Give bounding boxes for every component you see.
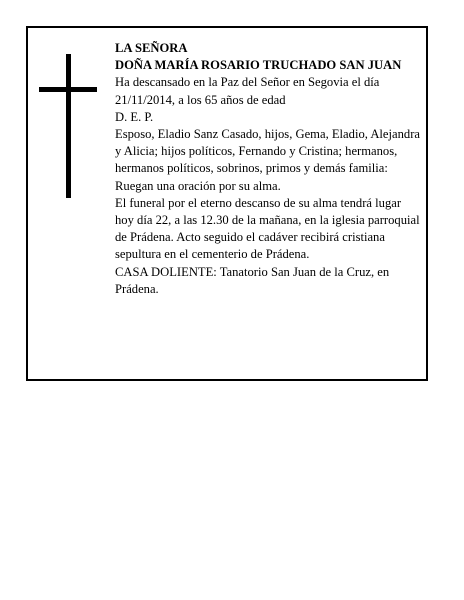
family-list: Esposo, Eladio Sanz Casado, hijos, Gema, Eladio, Alejandra y Alicia; hijos políticos, Fernando y Cristina; hermanos, hermanos políticos, sobrinos, primos y demás familia: xyxy=(115,127,420,176)
obituary-text xyxy=(115,40,420,298)
salutation: LA SEÑORA xyxy=(115,41,188,55)
deceased-name: DOÑA MARÍA ROSARIO TRUCHADO SAN JUAN xyxy=(115,58,402,73)
cross-icon xyxy=(39,54,99,198)
rip-line: D. E. P. xyxy=(115,109,154,124)
death-statement: Ha descansado en la Paz del Señor en Segovia el día 21/11/2014, a los 65 años de edad xyxy=(115,75,380,107)
cross-horizontal-bar xyxy=(39,87,97,92)
prayer-request: Ruegan una oración por su alma. xyxy=(115,178,281,193)
mourning-house: CASA DOLIENTE: Tanatorio San Juan de la Cruz, en Prádena. xyxy=(115,264,390,296)
obituary-notice xyxy=(26,26,428,381)
cross-vertical-bar xyxy=(66,54,71,198)
funeral-info: El funeral por el eterno descanso de su alma tendrá lugar hoy día 22, a las 12.30 de la mañana, en la iglesia parroquial de Prádena. Acto seguido el cadáver recibirá cristiana sepultura en el cementerio de Prádena. xyxy=(115,195,420,262)
